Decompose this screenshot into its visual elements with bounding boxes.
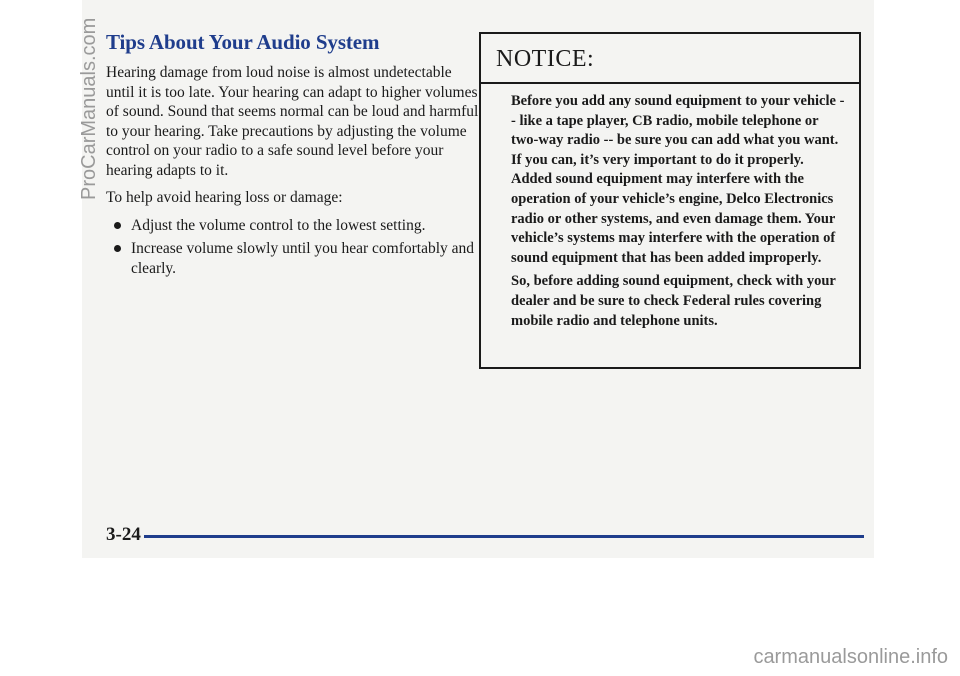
notice-paragraph-dealer: So, before adding sound equipment, check with your dealer and be sure to check Federal rules covering mobile radio and telephone units. — [511, 273, 836, 329]
list-item — [106, 216, 481, 236]
bottom-watermark: carmanualsonline.info — [753, 646, 948, 668]
avoid-hearing-loss-intro: To help avoid hearing loss or damage: — [106, 189, 343, 206]
bullet-icon — [114, 222, 121, 229]
notice-box — [479, 32, 861, 369]
list-item — [106, 239, 481, 278]
hearing-damage-paragraph: Hearing damage from loud noise is almost undetectable until it is too late. Your hearing can adapt to higher volumes of sound. Sound that seems normal can be loud and harmful to your hearing. Take precautions by adjusting the volume control on your radio to a safe sound level before your hearing adapts to it. — [106, 64, 479, 179]
notice-title: NOTICE: — [481, 34, 859, 84]
footer-rule — [144, 535, 864, 538]
manual-page — [82, 0, 874, 558]
notice-paragraph-equipment: Before you add any sound equipment to your vehicle -- like a tape player, CB radio, mobile telephone or two-way radio -- be sure you can add what you want. If you can, it’s very important to do it properly. Added sound equipment may interfere with the operation of your vehicle’s engine, Delco Electronics radio or other systems, and even damage them. Your vehicle’s systems may interfere with the operation of sound equipment that has been added improperly. — [511, 93, 845, 266]
page-footer — [106, 524, 866, 548]
page-number: 3-24 — [106, 524, 141, 545]
bullet-icon — [114, 245, 121, 252]
bullet-text: Increase volume slowly until you hear comfortably and clearly. — [131, 240, 475, 277]
bullet-text: Adjust the volume control to the lowest setting. — [131, 216, 426, 234]
tips-bullet-list — [106, 216, 481, 279]
notice-body — [481, 84, 859, 331]
section-heading: Tips About Your Audio System — [106, 30, 380, 54]
side-watermark: ProCarManuals.com — [78, 17, 100, 200]
audio-tips-section — [106, 30, 481, 282]
